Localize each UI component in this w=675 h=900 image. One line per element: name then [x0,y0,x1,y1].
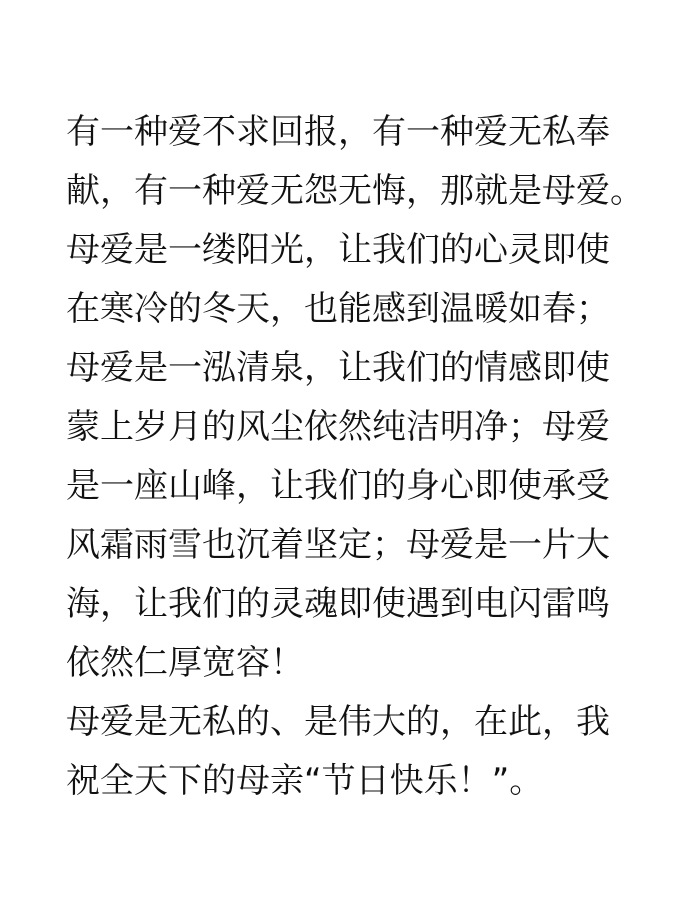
text-line-10: 依然仁厚宽容！ [66,643,304,683]
text-line-11: 母爱是无私的、是伟大的，在此，我 [66,702,610,742]
text-line-12: 祝全天下的母亲“节日快乐！”。 [66,761,544,801]
text-line-5: 母爱是一泓清泉，让我们的情感即使 [66,348,610,388]
article-text [66,103,644,811]
text-line-2: 献，有一种爱无怨无悔，那就是母爱。 [66,171,644,211]
text-line-6: 蒙上岁月的风尘依然纯洁明净；母爱 [66,407,610,447]
text-line-7: 是一座山峰，让我们的身心即使承受 [66,466,610,506]
text-line-1: 有一种爱不求回报，有一种爱无私奉 [66,112,610,152]
text-line-4: 在寒冷的冬天，也能感到温暖如春； [66,289,610,329]
text-line-3: 母爱是一缕阳光，让我们的心灵即使 [66,230,610,270]
text-line-8: 风霜雨雪也沉着坚定；母爱是一片大 [66,525,610,565]
text-line-9: 海，让我们的灵魂即使遇到电闪雷鸣 [66,584,610,624]
